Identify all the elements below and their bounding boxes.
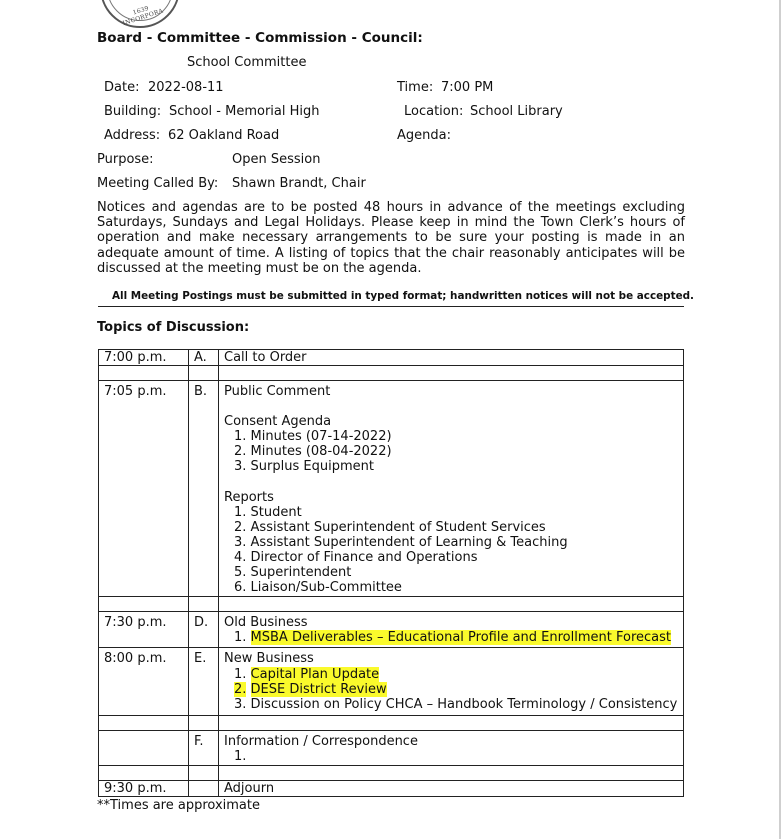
topic-cell [219,612,684,648]
item-text: Discussion on Policy CHCA – Handbook Terminology / Consistency [250,696,678,712]
location-label: Location: [404,104,464,119]
list-item [224,682,683,697]
date-value: 2022-08-11 [148,80,224,95]
table-row [99,350,684,366]
topic-cell: Adjourn [219,780,684,796]
list-item [224,630,683,645]
list-item: 3. Surplus Equipment [234,459,374,475]
letter-cell: F. [189,730,219,765]
called-by-label: Meeting Called By: [97,176,219,191]
list-item [224,697,683,712]
reports-title: Reports [224,489,274,505]
table-row [99,612,684,648]
old-business-title: Old Business [224,615,308,631]
time-cell: 7:00 p.m. [99,350,189,366]
letter-cell: E. [189,648,219,715]
topics-heading: Topics of Discussion: [97,320,250,335]
purpose-label: Purpose: [97,152,154,167]
letter-cell: D. [189,612,219,648]
table-row [99,366,684,381]
purpose-value: Open Session [232,152,321,167]
time-cell: 7:30 p.m. [99,612,189,648]
list-item: 5. Superintendent [234,565,352,581]
public-comment: Public Comment [224,384,331,400]
posting-notice [97,200,685,276]
table-row [99,715,684,730]
building-label: Building: [104,104,162,119]
table-row [99,648,684,715]
table-row [99,765,684,780]
topic-cell [219,730,684,765]
town-seal [100,0,180,28]
list-item [224,667,683,682]
posting-rule-line [98,306,684,307]
list-item: 4. Director of Finance and Operations [234,549,478,565]
location-value: School Library [470,104,563,119]
seal-text: 1639 INCORPORA [121,4,165,28]
time-cell [99,730,189,765]
item-number: 3. [234,696,247,712]
letter-cell: A. [189,350,219,366]
topic-cell [219,381,684,597]
letter-cell [189,780,219,796]
called-by-value: Shawn Brandt, Chair [232,176,366,191]
new-business-title: New Business [224,651,314,667]
time-cell: 8:00 p.m. [99,648,189,715]
information-title: Information / Correspondence [224,733,418,749]
list-item: 2. Minutes (08-04-2022) [234,444,392,460]
consent-agenda-title: Consent Agenda [224,414,332,430]
list-item: 3. Assistant Superintendent of Learning & Teaching [234,534,568,550]
highlighted-item: Capital Plan Update [250,666,380,682]
highlighted-item: DESE District Review [250,681,387,697]
notice-paragraph: Notices and agendas are to be posted 48 hours in advance of the meetings excluding Saturdays, Sundays and Legal Holidays. Please keep in mind the Town Clerk’s hours of operation and make necessary arrangements to be sure your posting is made in an adequate amount of time. A listing of topics that the chair reasonably anticipates will be discussed at the meeting must be on the agenda. [97,200,685,276]
table-row [99,730,684,765]
table-row [99,597,684,612]
times-footnote: **Times are approximate [97,798,260,813]
time-cell: 7:05 p.m. [99,381,189,597]
item-number: 2. [234,681,247,697]
list-item: 1. [234,748,247,764]
item-number: 1. [234,630,247,646]
posting-rule-text: All Meeting Postings must be submitted in typed format; handwritten notices will not be accepted. [112,290,694,302]
list-item: 6. Liaison/Sub-Committee [234,580,402,596]
list-item: 1. Student [234,504,302,520]
topic-cell: Call to Order [219,350,684,366]
table-row [99,780,684,796]
time-cell: 9:30 p.m. [99,780,189,796]
topic-cell [219,648,684,715]
address-label: Address: [104,128,161,143]
table-row [99,381,684,597]
highlighted-item: MSBA Deliverables – Educational Profile and Enrollment Forecast [250,630,671,646]
board-name: School Committee [187,55,307,70]
list-item: 1. Minutes (07-14-2022) [234,429,392,445]
form-title: Board - Committee - Commission - Council: [97,30,423,46]
letter-cell: B. [189,381,219,597]
time-label: Time: [397,80,434,95]
date-label: Date: [104,80,140,95]
item-number: 1. [234,666,247,682]
address-value: 62 Oakland Road [168,128,280,143]
time-value: 7:00 PM [441,80,494,95]
building-value: School - Memorial High [169,104,320,119]
list-item: 2. Assistant Superintendent of Student Services [234,519,546,535]
agenda-label: Agenda: [397,128,451,143]
topics-table [98,349,684,797]
